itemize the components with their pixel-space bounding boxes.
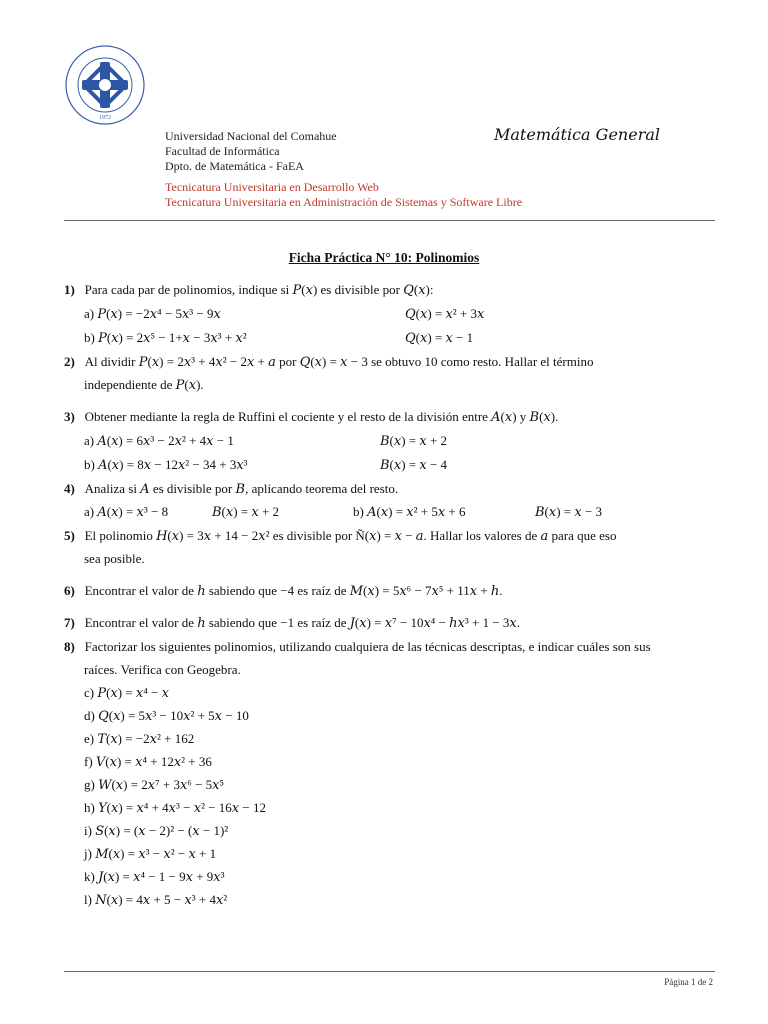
exercise-text: l) 𝑁(𝑥) = 4𝑥 + 5 − 𝑥³ + 4𝑥²	[84, 892, 228, 907]
exercise-text: g) 𝑊(𝑥) = 2𝑥⁷ + 3𝑥⁶ − 5𝑥⁵	[84, 777, 225, 792]
exercise-text: 𝐵(𝑥) = 𝑥 − 3	[535, 504, 603, 519]
exercise-text: c) 𝑃(𝑥) = 𝑥⁴ − 𝑥	[84, 685, 169, 700]
exercise-text: Al dividir 𝑃(𝑥) = 2𝑥³ + 4𝑥² − 2𝑥 + 𝑎 por 𝑄(𝑥) = 𝑥 − 3 se obtuvo 10 como resto. Hallar el término	[84, 354, 594, 369]
exercise-text: Para cada par de polinomios, indique si 𝑃(𝑥) es divisible por 𝑄(𝑥):	[84, 282, 434, 297]
exercise-text: Analiza si 𝐴 es divisible por 𝐵, aplicando teorema del resto.	[84, 481, 399, 496]
exercise-line	[380, 457, 447, 473]
faculty-name: Facultad de Informática	[165, 144, 280, 158]
exercise-7	[64, 615, 520, 631]
exercise-line	[84, 306, 221, 322]
exercise-text: a) 𝑃(𝑥) = −2𝑥⁴ − 5𝑥³ − 9𝑥	[84, 306, 221, 321]
department-name: Dpto. de Matemática - FaEA	[165, 159, 304, 173]
header-divider	[64, 220, 715, 221]
exercise-5	[64, 528, 616, 544]
exercise-line	[84, 504, 168, 520]
exercise-text: 𝐵(𝑥) = 𝑥 + 2	[380, 433, 448, 448]
exercise-line	[380, 433, 447, 449]
exercise-text: a) 𝐴(𝑥) = 6𝑥³ − 2𝑥² + 4𝑥 − 1	[84, 433, 234, 448]
exercise-number: 3)	[64, 409, 75, 424]
exercise-text: Encontrar el valor de ℎ sabiendo que −4 es raíz de 𝑀(𝑥) = 5𝑥⁶ − 7𝑥⁵ + 11𝑥 + ℎ.	[84, 583, 503, 598]
exercise-text: h) 𝑌(𝑥) = 𝑥⁴ + 4𝑥³ − 𝑥² − 16𝑥 − 12	[84, 800, 266, 815]
exercise-text: 𝐵(𝑥) = 𝑥 + 2	[212, 504, 280, 519]
exercise-text: j) 𝑀(𝑥) = 𝑥³ − 𝑥² − 𝑥 + 1	[84, 846, 217, 861]
exercise-text: b) 𝐴(𝑥) = 𝑥² + 5𝑥 + 6	[353, 504, 466, 519]
exercise-1	[64, 282, 433, 298]
footer-divider	[64, 971, 715, 972]
exercise-line	[405, 330, 473, 346]
exercise-line	[84, 662, 241, 678]
svg-text:1972: 1972	[99, 115, 111, 121]
exercise-line	[84, 869, 225, 885]
exercise-text: independiente de 𝑃(𝑥).	[84, 377, 204, 392]
exercise-line	[212, 504, 279, 520]
exercise-line	[84, 330, 247, 346]
exercise-text: i) 𝑆(𝑥) = (𝑥 − 2)² − (𝑥 − 1)²	[84, 823, 229, 838]
exercise-text: b) 𝐴(𝑥) = 8𝑥 − 12𝑥² − 34 + 3𝑥³	[84, 457, 248, 472]
course-name: Matemática General	[494, 125, 660, 144]
exercise-line	[353, 504, 466, 520]
exercise-number: 8)	[64, 639, 75, 654]
exercise-text: 𝑄(𝑥) = 𝑥² + 3𝑥	[405, 306, 485, 321]
exercise-line	[84, 754, 212, 770]
exercise-3	[64, 409, 558, 425]
exercise-2	[64, 354, 593, 370]
exercise-line	[84, 892, 227, 908]
university-name: Universidad Nacional del Comahue	[165, 129, 337, 143]
exercise-number: 5)	[64, 528, 75, 543]
exercise-number: 6)	[64, 583, 75, 598]
exercise-number: 1)	[64, 282, 75, 297]
exercise-text: Obtener mediante la regla de Ruffini el cociente y el resto de la división entre 𝐴(𝑥) y 𝐵(𝑥).	[84, 409, 559, 424]
exercise-line	[84, 433, 234, 449]
exercise-text: a) 𝐴(𝑥) = 𝑥³ − 8	[84, 504, 169, 519]
exercise-text: sea posible.	[84, 551, 145, 566]
exercise-text: Encontrar el valor de ℎ sabiendo que −1 es raíz de 𝐽(𝑥) = 𝑥⁷ − 10𝑥⁴ − ℎ𝑥³ + 1 − 3𝑥.	[84, 615, 520, 630]
exercise-text: Factorizar los siguientes polinomios, utilizando cualquiera de las técnicas descriptas, e indicar cuáles son sus	[84, 639, 651, 654]
exercise-text: El polinomio 𝐻(𝑥) = 3𝑥 + 14 − 2𝑥² es divisible por Ñ(𝑥) = 𝑥 − 𝑎. Hallar los valores de 𝑎 para que eso	[84, 528, 617, 543]
university-logo	[64, 44, 146, 126]
worksheet-title: Ficha Práctica N° 10: Polinomios	[288, 250, 480, 265]
exercise-line	[84, 846, 216, 862]
exercise-text: 𝑄(𝑥) = 𝑥 − 1	[405, 330, 474, 345]
exercise-text: b) 𝑃(𝑥) = 2𝑥⁵ − 1+𝑥 − 3𝑥³ + 𝑥²	[84, 330, 247, 345]
exercise-line	[84, 551, 145, 567]
exercise-8	[64, 639, 651, 655]
exercise-line	[84, 800, 266, 816]
exercise-line	[84, 823, 228, 839]
page-number: Página 1 de 2	[664, 977, 713, 987]
exercise-4	[64, 481, 398, 497]
exercise-text: 𝐵(𝑥) = 𝑥 − 4	[380, 457, 448, 472]
exercise-number: 4)	[64, 481, 75, 496]
career-1: Tecnicatura Universitaria en Desarrollo Web	[165, 180, 379, 194]
exercise-text: raíces. Verifica con Geogebra.	[84, 662, 241, 677]
exercise-line	[84, 457, 248, 473]
exercise-line	[84, 777, 224, 793]
exercise-text: f) 𝑉(𝑥) = 𝑥⁴ + 12𝑥² + 36	[84, 754, 212, 769]
exercise-line	[84, 685, 169, 701]
exercise-line	[84, 731, 194, 747]
exercise-line	[84, 708, 249, 724]
exercise-number: 7)	[64, 615, 75, 630]
exercise-text: e) 𝑇(𝑥) = −2𝑥² + 162	[84, 731, 195, 746]
exercise-line	[535, 504, 602, 520]
exercise-line	[405, 306, 484, 322]
exercise-text: k) 𝐽(𝑥) = 𝑥⁴ − 1 − 9𝑥 + 9𝑥³	[84, 869, 225, 884]
career-2: Tecnicatura Universitaria en Administración de Sistemas y Software Libre	[165, 195, 523, 209]
exercise-text: d) 𝑄(𝑥) = 5𝑥³ − 10𝑥² + 5𝑥 − 10	[84, 708, 249, 723]
exercise-line	[84, 377, 204, 393]
exercise-number: 2)	[64, 354, 75, 369]
exercise-6	[64, 583, 503, 599]
